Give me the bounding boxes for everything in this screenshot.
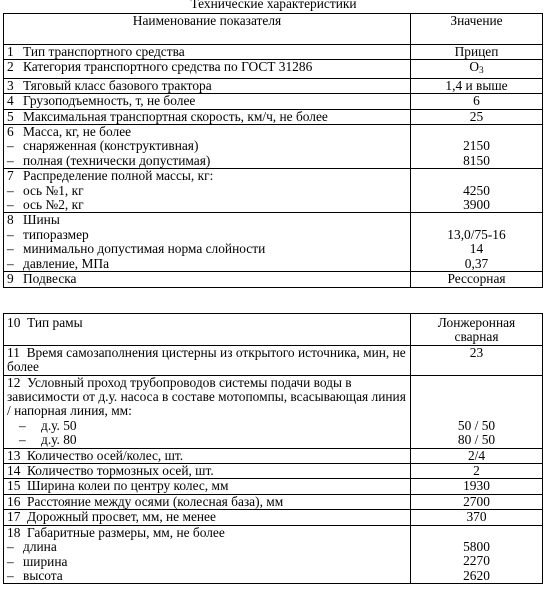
row-number: 7 xyxy=(7,168,14,184)
row-label: Тип рамы xyxy=(27,315,83,330)
specs-table-1 xyxy=(3,13,543,288)
table-row xyxy=(4,60,543,78)
row-sublabel: высота xyxy=(23,567,63,583)
row-number: 13 xyxy=(7,447,21,463)
row-label: Габаритные размеры, мм, не более xyxy=(27,524,225,540)
row-value: 0,37 xyxy=(464,255,489,271)
dash: – xyxy=(7,255,14,271)
row-label: Условный проход трубопроводов системы подачи воды в зависимости от д.у. насоса в составе мотопомпы, всасывающая линия / напорная линия, мм: xyxy=(7,374,406,419)
table-row xyxy=(4,109,543,124)
row-value: 50 / 50 xyxy=(457,417,496,433)
row-number: 11 xyxy=(7,344,20,360)
table-row xyxy=(4,375,543,448)
row-number: 10 xyxy=(7,315,21,330)
row-value: 2620 xyxy=(463,567,490,583)
row-label: Расстояние между осями (колесная база), мм xyxy=(27,493,284,509)
dash: – xyxy=(19,417,26,433)
dash: – xyxy=(7,138,14,154)
row-label: Подвеска xyxy=(23,271,77,287)
table-row xyxy=(4,448,543,463)
row-label: Шины xyxy=(23,212,60,228)
row-value: 2270 xyxy=(463,553,490,569)
row-value: 2700 xyxy=(411,494,543,509)
row-label: Время самозаполнения цистерны из открытого источника, мин, не более xyxy=(7,344,406,375)
row-sublabel: ось №1, кг xyxy=(23,182,84,198)
row-value: 2/4 xyxy=(411,448,543,463)
table-row xyxy=(4,125,543,169)
row-number: 1 xyxy=(7,44,14,59)
row-label: Тип транспортного средства xyxy=(23,44,185,59)
row-number: 4 xyxy=(7,93,14,109)
row-label: Количество осей/колес, шт. xyxy=(27,447,184,463)
dash: – xyxy=(19,432,26,448)
dash: – xyxy=(7,152,14,168)
category-letter: O xyxy=(469,59,480,75)
row-label: Тяговый класс базового трактора xyxy=(23,77,212,93)
row-value: 1,4 и выше xyxy=(411,78,543,93)
row-sublabel: типоразмер xyxy=(23,226,89,242)
table-row xyxy=(4,272,543,287)
table-row xyxy=(4,345,543,375)
dash: – xyxy=(7,197,14,213)
row-label: Дорожный просвет, мм, не менее xyxy=(27,509,216,525)
header-value: Значение xyxy=(411,14,543,45)
row-sublabel: снаряженная (конструктивная) xyxy=(23,138,199,154)
category-subscript: 3 xyxy=(479,65,484,76)
table-row xyxy=(4,314,543,346)
row-sublabel: д.у. 80 xyxy=(41,432,77,448)
row-label: Количество тормозных осей, шт. xyxy=(27,463,214,479)
dash: – xyxy=(7,567,14,583)
row-sublabel: давление, МПа xyxy=(23,255,110,271)
table-row xyxy=(4,510,543,525)
row-label: Распределение полной массы, кг: xyxy=(23,168,214,184)
row-sublabel: минимально допустимая норма слойности xyxy=(23,241,266,257)
dash: – xyxy=(7,182,14,198)
row-number: 15 xyxy=(7,478,21,494)
row-value: 14 xyxy=(469,241,484,257)
row-number: 9 xyxy=(7,271,14,287)
row-value: 2150 xyxy=(463,138,490,154)
dash: – xyxy=(7,539,14,555)
dash: – xyxy=(7,226,14,242)
row-number: 8 xyxy=(7,212,14,228)
row-number: 14 xyxy=(7,463,21,479)
row-value: 1930 xyxy=(411,479,543,494)
header-name: Наименование показателя xyxy=(4,14,411,45)
row-value: 80 / 50 xyxy=(457,432,496,448)
row-number: 3 xyxy=(7,77,14,93)
row-number: 12 xyxy=(7,374,21,390)
row-value: 25 xyxy=(411,109,543,124)
row-number: 18 xyxy=(7,524,21,540)
row-label: Грузоподъемность, т, не более xyxy=(23,93,196,109)
table-row xyxy=(4,525,543,584)
row-sublabel: ширина xyxy=(23,553,68,569)
row-value: 8150 xyxy=(463,152,490,168)
row-value: 5800 xyxy=(463,539,490,555)
table-row xyxy=(4,213,543,272)
row-sublabel: ось №2, кг xyxy=(23,197,84,213)
row-number: 2 xyxy=(7,59,14,75)
row-label: Масса, кг, не более xyxy=(23,124,132,140)
row-value: 2 xyxy=(411,464,543,479)
row-number: 16 xyxy=(7,493,21,509)
row-label: Категория транспортного средства по ГОСТ 31286 xyxy=(23,59,313,75)
table-row xyxy=(4,494,543,509)
page-title: Технические характеристики xyxy=(190,0,357,11)
dash: – xyxy=(7,241,14,257)
row-number: 5 xyxy=(7,108,14,124)
dash: – xyxy=(7,553,14,569)
row-value: 3900 xyxy=(463,197,490,213)
row-value: 370 xyxy=(411,510,543,525)
table-row xyxy=(4,479,543,494)
row-number: 17 xyxy=(7,509,21,525)
row-sublabel: д.у. 50 xyxy=(41,417,77,433)
row-value: Лонжеронная xyxy=(437,315,516,330)
row-label: Максимальная транспортная скорость, км/ч, не более xyxy=(23,108,328,124)
row-label: Ширина колеи по центру колес, мм xyxy=(27,478,229,494)
table-row xyxy=(4,45,543,60)
table-row xyxy=(4,464,543,479)
row-value: 23 xyxy=(411,345,543,375)
row-sublabel: длина xyxy=(23,539,57,555)
specs-table-2 xyxy=(3,313,543,584)
row-value: Прицеп xyxy=(411,45,543,60)
table-header-row xyxy=(4,14,543,45)
row-sublabel: полная (технически допустимая) xyxy=(23,152,211,168)
row-value: 6 xyxy=(411,94,543,109)
row-value: Рессорная xyxy=(411,272,543,287)
row-number: 6 xyxy=(7,124,14,140)
table-row xyxy=(4,78,543,93)
table-row xyxy=(4,169,543,213)
row-value: 4250 xyxy=(463,182,490,198)
table-row xyxy=(4,94,543,109)
row-value: 13,0/75-16 xyxy=(447,226,506,242)
row-value: сварная xyxy=(454,329,499,345)
row-value xyxy=(411,60,543,78)
